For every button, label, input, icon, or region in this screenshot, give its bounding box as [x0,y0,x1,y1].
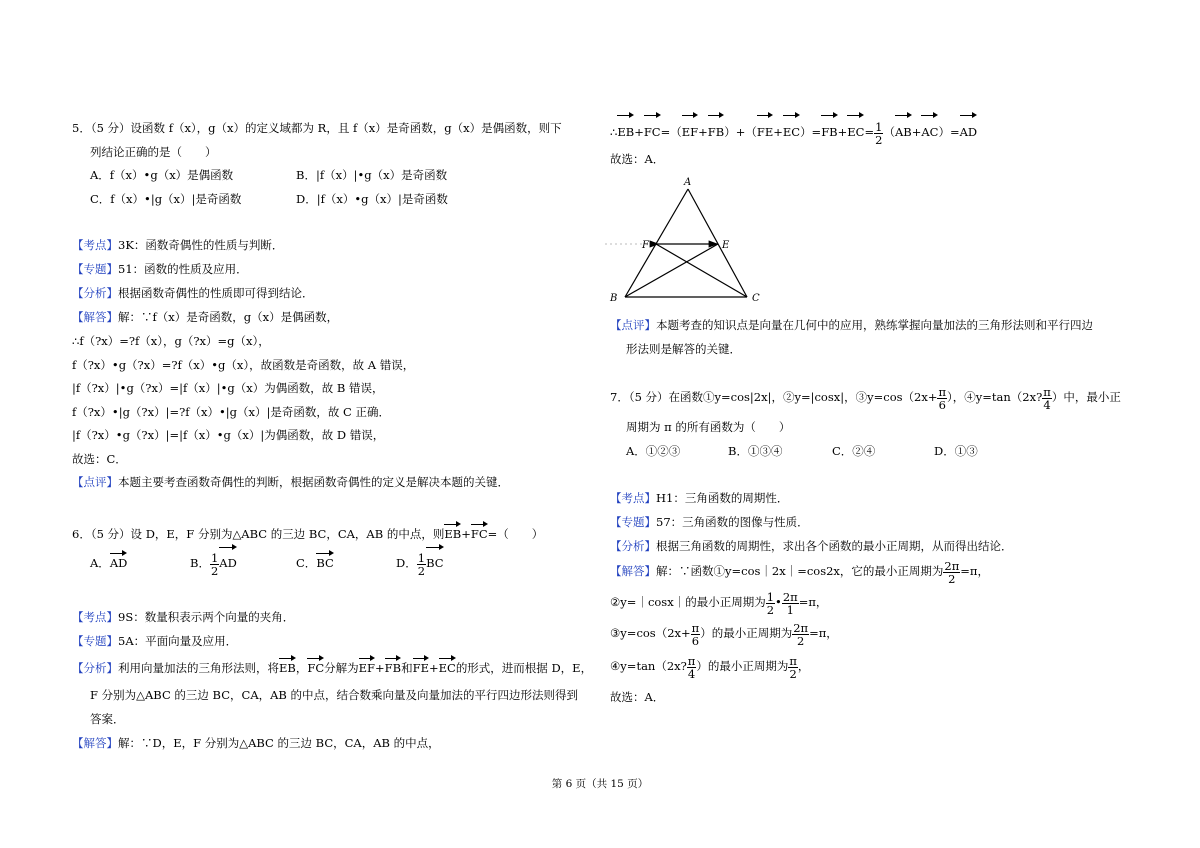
vector-ec: EC [783,118,800,146]
segment-fc [656,244,747,297]
tag-label: 【考点】 [610,491,656,505]
plus-sign: + [461,527,471,541]
fraction-pi-2 [788,655,798,680]
q7-fenxi-text: 根据三角函数的周期性，求出各个函数的最小正周期，从而得出结论． [656,539,1013,553]
numerator: π [687,653,696,668]
q6-zhuanti [72,634,237,648]
tag-label: 【专题】 [72,634,118,648]
paren: （ [883,125,895,139]
numerator: 1 [210,550,219,565]
q7-fenxi [610,539,1013,553]
q7-text: ）的最小正周期为 [700,626,793,640]
option-letter: B． [190,556,210,570]
therefore: ∴ [610,125,618,139]
vector-fe: FE [412,661,429,675]
q5-option-b: B．|f（x）|•g（x）是奇函数 [296,168,448,182]
comma: ， [797,659,810,673]
q7-text: ③y=cos（2x+ [610,626,691,640]
denominator: 2 [875,132,883,147]
label-c: C [752,293,760,304]
q6-fenxi-text: 的形式，进而根据 D，E， [455,661,593,675]
q5-dianping [72,475,509,489]
q7-text: ）的最小正周期为 [696,659,789,673]
numerator: 1 [766,589,775,604]
q6-option-d [396,550,444,577]
q7-stem-text: ），④y=tan（2x? [947,390,1043,404]
q5-option-d: D．|f（x）•g（x）|是奇函数 [296,192,448,206]
plus-sign: + [837,125,848,139]
q6-dianping [610,318,1093,332]
denominator: 2 [796,633,805,648]
tag-label: 【考点】 [72,610,118,624]
eq: ）= [938,125,960,139]
fraction-2pi-1 [782,591,799,616]
tag-label: 【专题】 [610,515,656,529]
q6-fenxi-line2: F 分别为△ABC 的三边 BC，CA，AB 的中点，结合数乘向量及向量加法的平行四边形法则得到 [90,688,579,702]
q5-jieda-text: 解：∵f（x）是奇函数，g（x）是偶函数， [118,310,339,324]
q6-jieda [72,736,440,750]
fraction-pi-6 [691,622,701,647]
tag-label: 【解答】 [72,736,118,750]
q5-dianping-text: 本题主要考查函数奇偶性的判断，根据函数奇偶性的定义是解决本题的关键． [118,475,509,489]
q7-zhuanti [610,515,809,529]
vector-ac: AC [921,118,938,146]
q5-fenxi-text: 根据函数奇偶性的性质即可得到结论． [118,286,314,300]
vector-fc: FC [470,527,488,541]
q7-kaodian [610,491,788,505]
denominator: 4 [1043,397,1051,412]
eq-pi: =π， [809,626,838,640]
q6-stem-text: 6．（5 分）设 D，E，F 分别为△ABC 的三边 BC，CA，AB 的中点，则 [72,527,445,541]
fraction-half [766,591,775,616]
vector-ec: EC [438,661,456,675]
vector-ad: AD [109,556,128,570]
vector-fb: FB [708,118,724,146]
tag-label: 【分析】 [610,539,656,553]
denominator: 6 [691,633,700,648]
denominator: 2 [789,666,797,681]
side-ac [688,189,747,297]
eq-pi: =π， [798,595,828,609]
option-letter: A． [90,556,110,570]
numerator: 2π [782,589,798,604]
q5-option-c: C．f（x）•|g（x）|是奇函数 [90,192,242,206]
q6-fenxi-text: 和 [401,661,413,675]
vector-ad: AD [960,118,978,146]
plus-sign: + [634,125,644,139]
side-ab [625,189,688,297]
q6-kaodian-text: 9S：数量积表示两个向量的夹角． [118,610,295,624]
q5-fenxi [72,286,314,300]
denominator: 2 [948,571,956,586]
vector-ab: AB [895,118,912,146]
fraction-pi-6 [937,386,947,411]
q7-text: ④y=tan（2x? [610,659,687,673]
q6-option-b [190,550,237,577]
q7-answer: 故选：A． [610,690,665,704]
numerator: π [1043,384,1051,399]
fraction-pi-4 [1042,386,1052,411]
q7-jieda-text: 解：∵函数①y=cos｜2x｜=cos2x，它的最小正周期为 [656,564,944,578]
fraction-pi-4 [687,655,697,680]
vector-bc: BC [426,550,443,576]
vector-ec: EC [847,118,864,146]
tag-label: 【解答】 [610,564,656,578]
option-letter: C． [296,556,317,570]
vector-eb: EB [617,118,634,146]
q7-option-d: D．①③ [934,444,978,458]
q5-answer: 故选：C． [72,452,127,466]
q5-step-4: f（?x）•|g（?x）|=?f（x）•|g（x）|是奇函数，故 C 正确． [72,405,390,419]
q5-jieda [72,310,338,324]
vector-eb: EB [444,527,462,541]
plus-sign: + [375,661,385,675]
q6-option-a [90,556,127,570]
denominator: 6 [938,397,946,412]
vector-eb: EB [279,661,296,675]
q6-stem-end: =（ ） [487,527,544,541]
denominator: 2 [766,602,775,617]
q5-stem-line2: 列结论正确的是（ ） [90,145,217,159]
label-e: E [722,240,730,251]
q5-step-5: |f（?x）•g（?x）|=|f（x）•g（x）|为偶函数，故 D 错误， [72,428,385,442]
page-footer: 第 6 页（共 15 页） [551,778,649,790]
tag-label: 【考点】 [72,238,118,252]
denominator: 4 [687,666,696,681]
vector-fb: FB [384,661,402,675]
numerator: π [789,653,797,668]
q7-line-3 [610,619,838,647]
comma: ， [295,661,308,675]
q7-line-2 [610,588,827,616]
numerator: 1 [417,550,426,565]
numerator: 1 [875,119,883,134]
numerator: π [691,620,700,635]
eq: ）= [800,125,822,139]
q6-result-line [610,118,977,146]
tag-label: 【专题】 [72,262,118,276]
option-letter: D． [396,556,417,570]
q5-step-3: |f（?x）|•g（?x）=|f（x）|•g（x）为偶函数，故 B 错误， [72,381,384,395]
numerator: π [938,384,947,399]
q6-fenxi-line3: 答案． [90,712,125,726]
eq: =（ [660,125,682,139]
q7-kaodian-text: H1：三角函数的周期性． [656,491,789,505]
q6-fenxi [72,661,592,675]
vector-ef: EF [682,118,698,146]
vector-ef: EF [358,661,376,675]
plus-sign: + [698,125,708,139]
q7-zhuanti-text: 57：三角函数的图像与性质． [656,515,809,529]
numerator: 2π [944,558,960,573]
q5-stem-line1: 5．（5 分）设函数 f（x），g（x）的定义域都为 R，且 f（x）是奇函数，g（x）是偶函数，则下 [72,121,562,135]
dot: • [775,595,782,609]
denominator: 2 [210,563,219,578]
fraction-half [417,552,426,577]
q7-line-4 [610,652,809,680]
q7-stem-text: 7．（5 分）在函数①y=cos|2x|，②y=|cosx|，③y=cos（2x+ [610,390,938,404]
numerator: 2π [793,620,809,635]
vector-ad: AD [219,550,237,576]
q5-step-2: f（?x）•g（?x）=?f（x）•g（x），故函数是奇函数，故 A 错误， [72,358,415,372]
triangle-figure [600,172,780,312]
segment-be [625,244,718,297]
q6-fenxi-text: 分解为 [324,661,359,675]
fraction-half [210,552,219,577]
tag-label: 【分析】 [72,286,118,300]
q6-dianping-line2: 形法则是解答的关键． [626,342,741,356]
q7-option-b: B．①③④ [728,444,783,458]
q6-stem [72,527,543,541]
q7-option-a: A．①②③ [626,444,681,458]
q5-kaodian [72,238,283,252]
q7-jieda [610,557,989,585]
label-f: F [642,240,649,251]
q7-stem-text: ）中，最小正 [1051,390,1121,404]
label-a: A [684,177,692,188]
tag-label: 【解答】 [72,310,118,324]
q6-answer: 故选：A． [610,152,665,166]
fraction-2pi-2 [943,560,960,585]
fraction-2pi-2 [792,622,809,647]
q5-step-1: ∴f（?x）=?f（x），g（?x）=g（x）， [72,334,270,348]
tag-label: 【分析】 [72,661,118,675]
q6-kaodian [72,610,294,624]
q5-zhuanti [72,262,248,276]
q7-option-c: C．②④ [832,444,876,458]
denominator: 1 [786,602,794,617]
label-b: B [610,293,618,304]
eq-pi: =π， [960,564,989,578]
q7-text: ②y=｜cosx｜的最小正周期为 [610,595,766,609]
q6-dianping-text: 本题考查的知识点是向量在几何中的应用，熟练掌握向量加法的三角形法则和平行四边 [656,318,1093,332]
denominator: 2 [417,563,426,578]
vector-fc: FC [644,118,661,146]
q5-kaodian-text: 3K：函数奇偶性的性质与判断． [118,238,284,252]
q6-option-c [296,556,334,570]
q5-zhuanti-text: 51：函数的性质及应用． [118,262,248,276]
q7-stem [610,383,1121,411]
plus-sign: + [773,125,783,139]
vector-fe: FE [757,118,773,146]
vector-fb: FB [821,118,837,146]
q6-fenxi-text: 利用向量加法的三角形法则，将 [118,661,279,675]
eq: = [864,125,875,139]
q6-zhuanti-text: 5A：平面向量及应用． [118,634,238,648]
plus-sign: + [428,661,439,675]
vector-fc: FC [307,661,325,675]
tag-label: 【点评】 [610,318,656,332]
q5-option-a: A．f（x）•g（x）是偶函数 [90,168,234,182]
plus-sign: + [911,125,922,139]
q7-stem-line2: 周期为 π 的所有函数为（ ） [626,420,791,434]
vector-bc: BC [316,556,334,570]
tag-label: 【点评】 [72,475,118,489]
eq: ）+（ [724,125,757,139]
q6-jieda-text: 解：∵D，E，F 分别为△ABC 的三边 BC，CA，AB 的中点， [118,736,440,750]
